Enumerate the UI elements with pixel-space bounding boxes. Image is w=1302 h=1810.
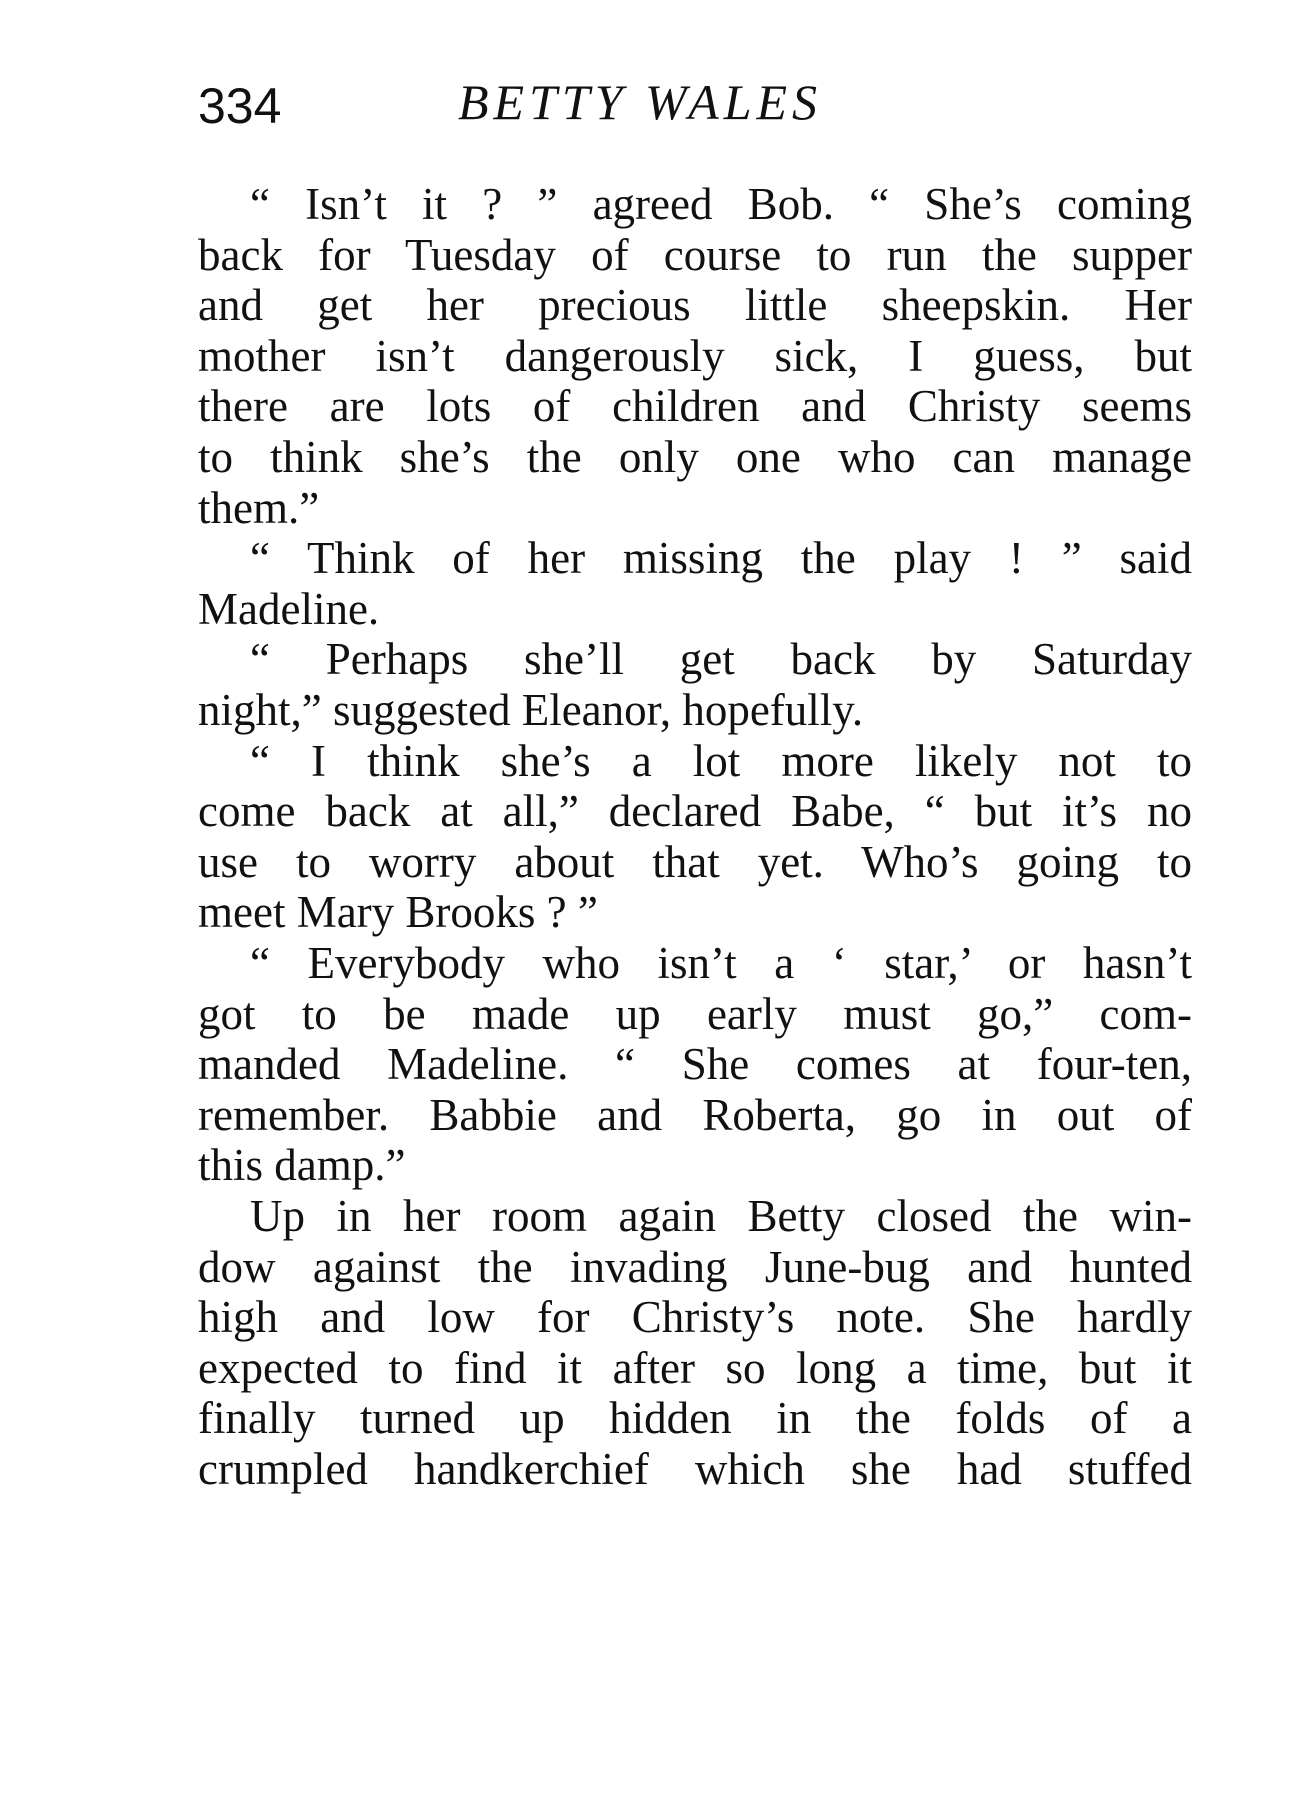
text-line: to think she’s the only one who can manage <box>198 432 1192 482</box>
text-line: and get her precious little sheepskin. Her <box>198 280 1192 331</box>
text-line: mother isn’t dangerously sick, I guess, but <box>198 330 1192 381</box>
text-line: Madeline. <box>198 583 380 634</box>
text-line: finally turned up hidden in the folds of a <box>198 1393 1192 1444</box>
text-line: Up in her room again Betty closed the win- <box>250 1191 1192 1241</box>
text-line: expected to find it after so long a time, but it <box>198 1342 1192 1393</box>
text-line: “ Perhaps she’ll get back by Saturday <box>250 634 1192 685</box>
text-line: meet Mary Brooks ? ” <box>198 887 598 938</box>
text-line: this damp.” <box>198 1140 406 1191</box>
page-header <box>198 70 1198 140</box>
text-line: high and low for Christy’s note. She hardly <box>198 1292 1192 1343</box>
text-line: “ Think of her missing the play ! ” said <box>250 533 1192 584</box>
text-line: come back at all,” declared Babe, “ but it’s no <box>198 786 1192 837</box>
text-line: got to be made up early must go,” com- <box>198 988 1192 1039</box>
text-line: night,” suggested Eleanor, hopefully. <box>198 685 864 735</box>
text-line: “ Everybody who isn’t a ‘ star,’ or hasn’t <box>250 938 1192 988</box>
text-line: “ I think she’s a lot more likely not to <box>250 735 1192 786</box>
text-line: them.” <box>198 482 320 533</box>
running-title: BETTY WALES <box>458 74 823 130</box>
text-line: use to worry about that yet. Who’s going to <box>198 836 1192 887</box>
text-line: crumpled handkerchief which she had stuffed <box>198 1444 1192 1494</box>
text-line: “ Isn’t it ? ” agreed Bob. “ She’s coming <box>250 179 1192 229</box>
text-line: back for Tuesday of course to run the supper <box>198 229 1192 280</box>
text-line: there are lots of children and Christy seems <box>198 381 1192 432</box>
page-number: 334 <box>198 78 282 134</box>
text-line: manded Madeline. “ She comes at four-ten, <box>198 1039 1192 1090</box>
text-line: dow against the invading June-bug and hunted <box>198 1241 1192 1292</box>
text-line: remember. Babbie and Roberta, go in out of <box>198 1089 1192 1140</box>
